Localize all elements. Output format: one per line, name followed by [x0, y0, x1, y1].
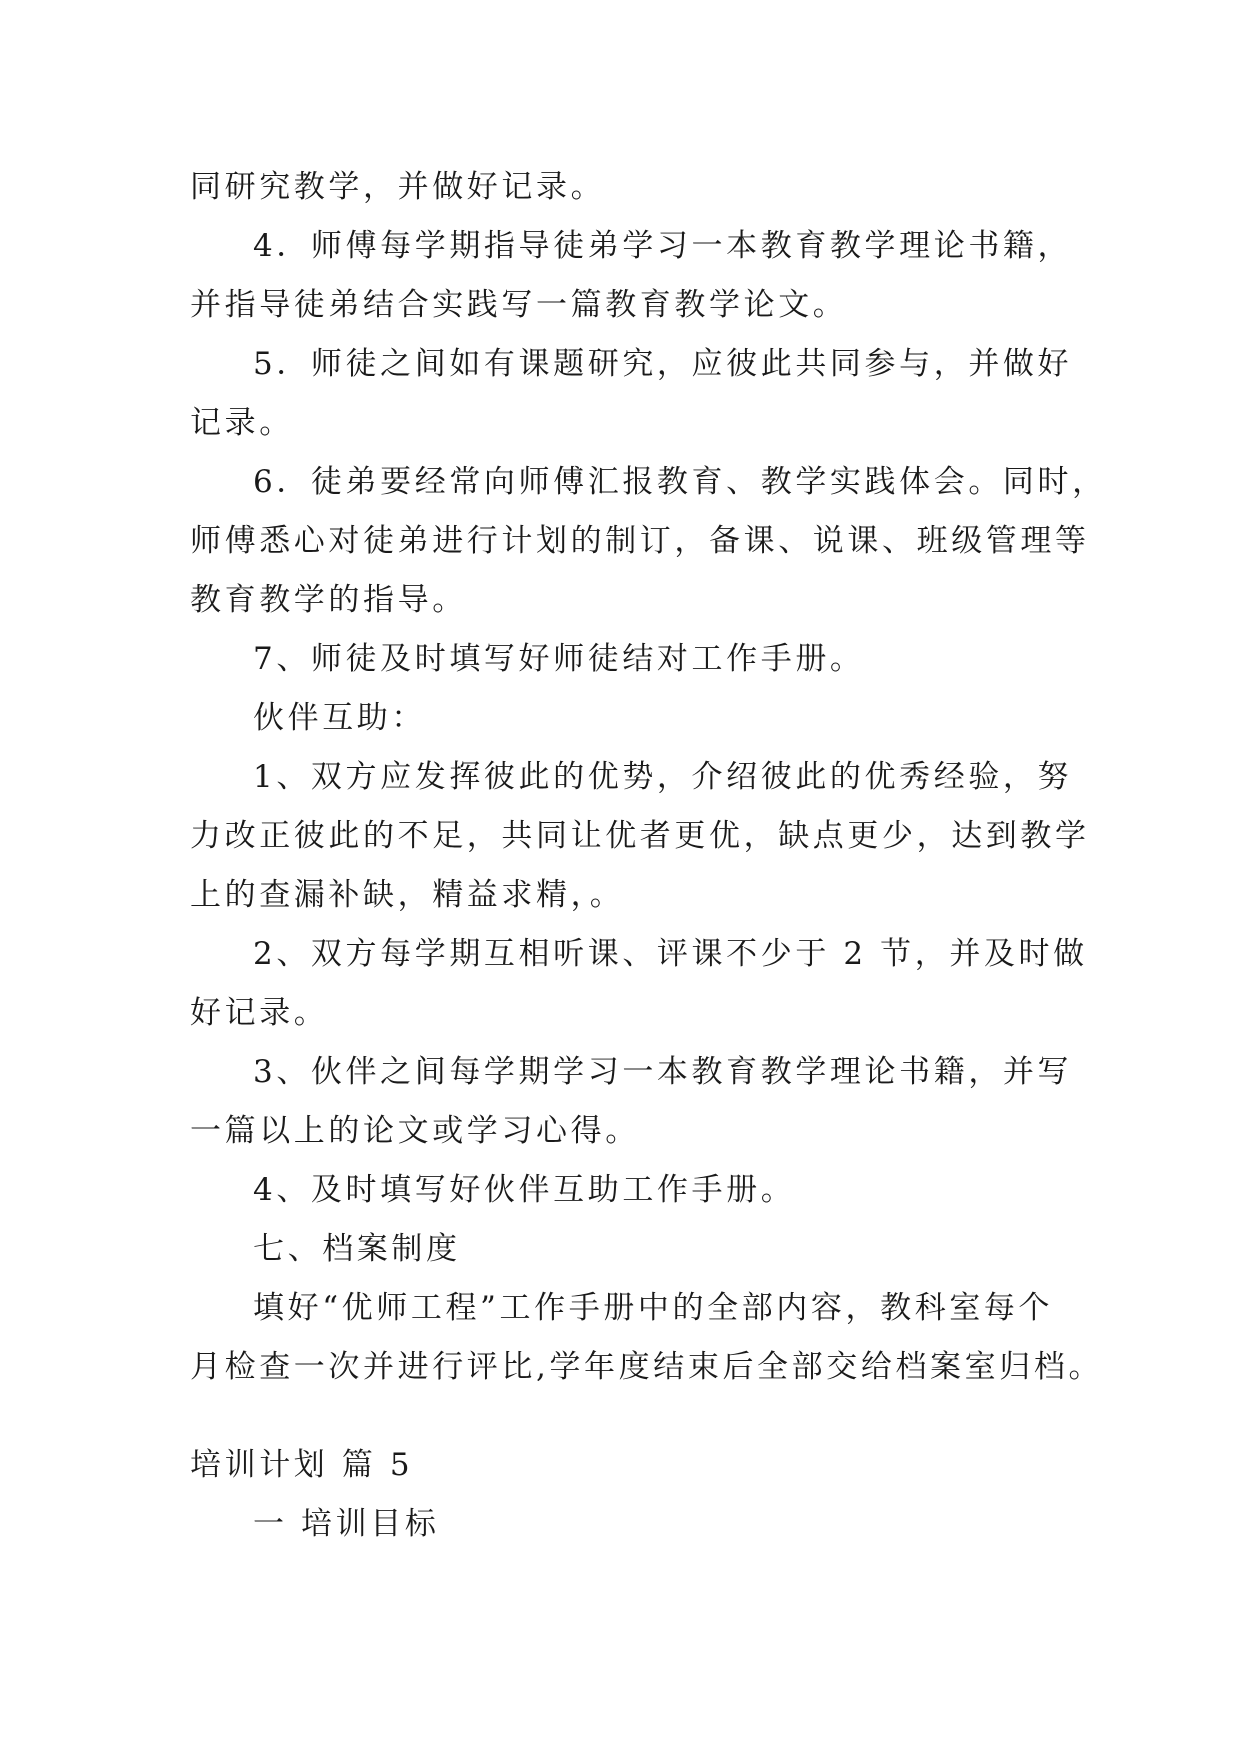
paragraph-line: 一篇以上的论文或学习心得。	[190, 1113, 640, 1149]
section-heading: 一 培训目标	[253, 1506, 440, 1542]
paragraph-line: 月检查一次并进行评比,学年度结束后全部交给档案室归档。	[190, 1349, 1104, 1385]
paragraph-line: 1、双方应发挥彼此的优势，介绍彼此的优秀经验，努	[253, 759, 1073, 795]
paragraph-line: 教育教学的指导。	[190, 582, 467, 618]
paragraph-line: 4、及时填写好伙伴互助工作手册。	[253, 1172, 796, 1208]
paragraph-line: 记录。	[190, 405, 294, 441]
section-heading: 伙伴互助：	[253, 700, 426, 736]
paragraph-line: 7、师徒及时填写好师徒结对工作手册。	[253, 641, 865, 677]
section-heading: 七、档案制度	[253, 1231, 461, 1267]
paragraph-line: 2、双方每学期互相听课、评课不少于 2 节，并及时做	[253, 936, 1088, 972]
paragraph-line: 力改正彼此的不足，共同让优者更优，缺点更少，达到教学	[190, 818, 1090, 854]
paragraph-line: 3、伙伴之间每学期学习一本教育教学理论书籍，并写	[253, 1054, 1073, 1090]
paragraph-line: 师傅悉心对徒弟进行计划的制订，备课、说课、班级管理等	[190, 523, 1090, 559]
paragraph-line: 好记录。	[190, 995, 329, 1031]
paragraph-line: 5．师徒之间如有课题研究，应彼此共同参与，并做好	[253, 346, 1073, 382]
paragraph-line: 并指导徒弟结合实践写一篇教育教学论文。	[190, 287, 848, 323]
paragraph-line: 上的查漏补缺，精益求精，。	[190, 877, 625, 913]
paragraph-line: 6．徒弟要经常向师傅汇报教育、教学实践体会。同时，	[253, 464, 1107, 500]
paragraph-line: 4．师傅每学期指导徒弟学习一本教育教学理论书籍，	[253, 228, 1073, 264]
document-title: 培训计划 篇 5	[190, 1447, 414, 1483]
paragraph-line: 填好“优师工程”工作手册中的全部内容，教科室每个	[253, 1290, 1054, 1326]
paragraph-line: 同研究教学，并做好记录。	[190, 169, 606, 205]
